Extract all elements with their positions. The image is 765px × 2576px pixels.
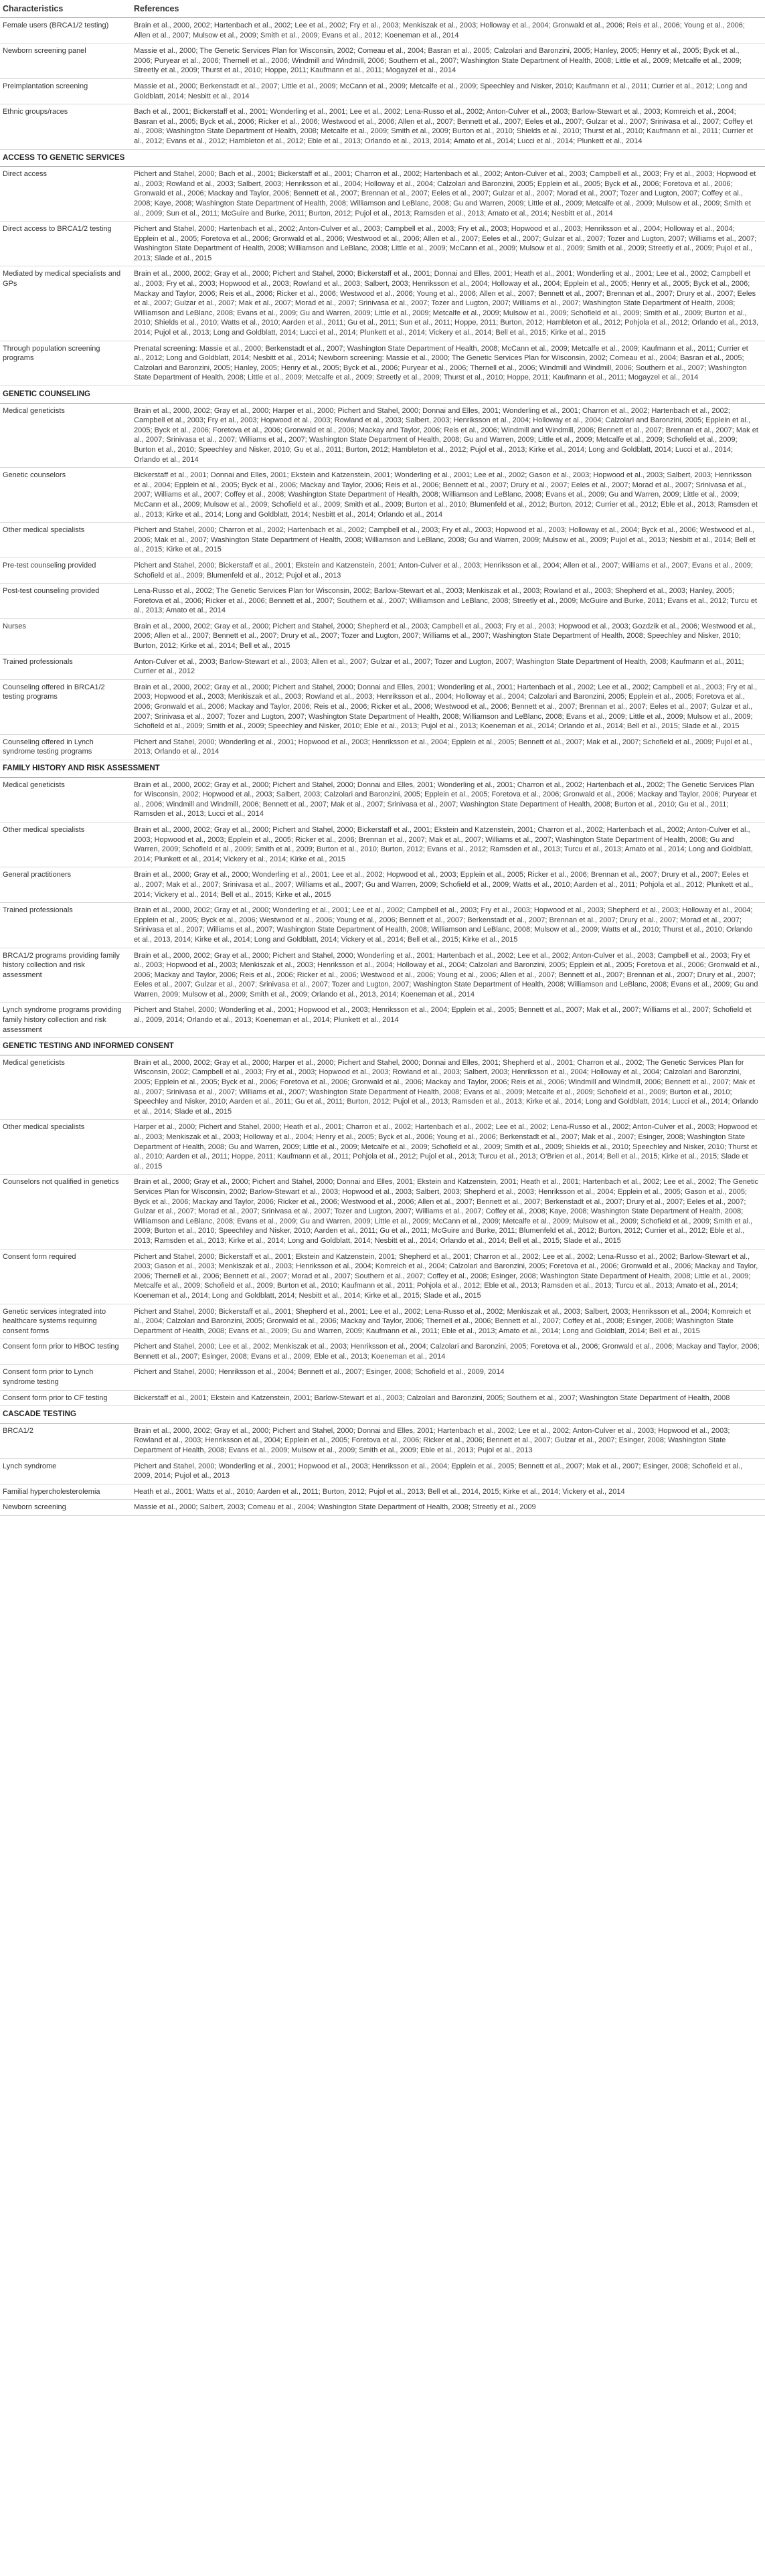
characteristic-cell: Consent form prior to Lynch syndrome testing [0, 1365, 131, 1390]
table-row [0, 222, 765, 266]
references-cell: Bickerstaff et al., 2001; Ekstein and Katzenstein, 2001; Barlow-Stewart et al., 2003; Calzolari and Baronzini, 2005; Southern et al., 2007; Washington State Department of Health, 2008 [131, 1390, 765, 1406]
table-row [0, 1249, 765, 1304]
table-row [0, 44, 765, 79]
table-row [0, 654, 765, 679]
table-row [0, 867, 765, 903]
section-header-row [0, 149, 765, 167]
characteristic-cell: Other medical specialists [0, 822, 131, 867]
characteristic-cell: Trained professionals [0, 654, 131, 679]
characteristic-cell: Mediated by medical specialists and GPs [0, 266, 131, 341]
references-cell: Brain et al., 2000, 2002; Gray et al., 2000; Pichert and Stahel, 2000; Donnai and Elles, 2001; Wonderling et al., 2001; Hartenbach et al., 2002; Lee et al., 2002; Campbell et al., 2003; Fry et al., 2003; Hopwood et al., 2003; Menkiszak et al., 2003; Rowland et al., 2003; Henriksson et al., 2004; Holloway et al., 2004; Calzolari and Baronzini, 2005; Epplein et al., 2005; Foretova et al., 2006; Gronwald et al., 2006; Mackay and Taylor, 2006; Reis et al., 2006; Ricker et al., 2006; Westwood et al., 2006; Bennett et al., 2007; Brennan et al., 2007; Eeles et al., 2007; Gulzar et al., 2007; Srinivasa et al., 2007; Tozer and Lugton, 2007; Washington State Department of Health, 2008; Williamson and LeBlanc, 2008; Evans et al., 2009; Little et al., 2009; Mulsow et al., 2009; Schofield et al., 2009; Smith et al., 2009; Speechley and Nisker, 2010; Eble et al., 2013; Pujol et al., 2013; Koeneman et al., 2014; Orlando et al., 2014; Bell et al., 2015; Slade et al., 2015 [131, 679, 765, 734]
characteristic-cell: Other medical specialists [0, 1120, 131, 1175]
characteristic-cell: Female users (BRCA1/2 testing) [0, 18, 131, 44]
table-row [0, 1003, 765, 1038]
characteristic-cell: Preimplantation screening [0, 78, 131, 104]
table-row [0, 1484, 765, 1500]
table-row [0, 822, 765, 867]
references-cell: Pichert and Stahel, 2000; Henriksson et al., 2004; Bennett et al., 2007; Esinger, 2008; Schofield et al., 2009, 2014 [131, 1365, 765, 1390]
references-cell: Pichert and Stahel, 2000; Hartenbach et al., 2002; Anton-Culver et al., 2003; Campbell et al., 2003; Fry et al., 2003; Hopwood et al., 2003; Henriksson et al., 2004; Holloway et al., 2004; Epplein et al., 2005; Foretova et al., 2006; Gronwald et al., 2006; Westwood et al., 2006; Allen et al., 2007; Eeles et al., 2007; Gulzar et al., 2007; Tozer and Lugton, 2007; Williams et al., 2007; Washington State Department of Health, 2008; Williamson and LeBlanc, 2008; Little et al., 2009; McCann et al., 2009; Mulsow et al., 2009; Smith et al., 2009; Streetly et al., 2009; Pujol et al., 2013; Slade et al., 2015 [131, 222, 765, 266]
characteristic-cell: Familial hypercholesterolemia [0, 1484, 131, 1500]
section-header-row [0, 386, 765, 404]
references-cell: Bach et al., 2001; Bickerstaff et al., 2001; Wonderling et al., 2001; Lee et al., 2002; Lena-Russo et al., 2002; Anton-Culver et al., 2003; Barlow-Stewart et al., 2003; Komreich et al., 2004; Basran et al., 2005; Byck et al., 2006; Ricker et al., 2006; Westwood et al., 2006; Allen et al., 2007; Bennett et al., 2007; Eeles et al., 2007; Gulzar et al., 2007; Srinivasa et al., 2007; Coffey et al., 2008; Washington State Department of Health, 2008; Metcalfe et al., 2009; Smith et al., 2009; Burton et al., 2010; Shields et al., 2010; Thurst et al., 2010; Kaufmann et al., 2011; Currier et al., 2012; Evans et al., 2012; Hambleton et al., 2012; Eble et al., 2013; Orlando et al., 2013, 2014; Amato et al., 2014; Lucci et al., 2014; Plunkett et al., 2014 [131, 104, 765, 149]
table-row [0, 948, 765, 1003]
characteristic-cell: Medical geneticists [0, 1055, 131, 1120]
table-row [0, 468, 765, 523]
table-row [0, 1304, 765, 1339]
references-cell: Pichert and Stahel, 2000; Bickerstaff et al., 2001; Ekstein and Katzenstein, 2001; Shepherd et al., 2001; Charron et al., 2002; Lee et al., 2002; Lena-Russo et al., 2002; Barlow-Stewart et al., 2003; Gason et al., 2003; Menkiszak et al., 2003; Henriksson et al., 2004; Komreich et al., 2004; Calzolari and Baronzini, 2005; Foretova et al., 2006; Gronwald et al., 2006; Mackay and Taylor, 2006; Thernell et al., 2006; Bennett et al., 2007; Morad et al., 2007; Southern et al., 2007; Coffey et al., 2008; Esinger, 2008; Washington State Department of Health, 2008; Little et al., 2009; Metcalfe et al., 2009; Schofield et al., 2009; Burton et al., 2010; Kaufmann et al., 2011; Pohjola et al., 2012; Eble et al., 2013; Ramsden et al., 2013; Turcu et al., 2013; Amato et al., 2014; Koeneman et al., 2014; Long and Goldblatt, 2014; Nesbitt et al., 2014; Kirke et al., 2015; Slade et al., 2015 [131, 1249, 765, 1304]
section-title: CASCADE TESTING [0, 1406, 765, 1424]
references-cell: Brain et al., 2000, 2002; Gray et al., 2000; Harper et al., 2000; Pichert and Stahel, 2000; Donnai and Elles, 2001; Shepherd et al., 2001; Charron et al., 2002; The Genetic Services Plan for Wisconsin, 2002; Campbell et al., 2003; Fry et al., 2003; Hopwood et al., 2003; Rowland et al., 2003; Salbert, 2003; Henriksson et al., 2004; Holloway et al., 2004; Calzolari and Baronzini, 2005; Epplein et al., 2005; Byck et al., 2006; Foretova et al., 2006; Gronwald et al., 2006; Mackay and Taylor, 2006; Reis et al., 2006; Windmill and Windmill, 2006; Bennett et al., 2007; Mak et al., 2007; Srinivasa et al., 2007; Williams et al., 2007; Washington State Department of Health, 2008; Evans et al., 2009; Metcalfe et al., 2009; Schofield et al., 2009; Burton et al., 2010; Speechley and Nisker, 2010; Aarden et al., 2011; Gu et al., 2011; Burton, 2012; Pujol et al., 2013; Ramsden et al., 2013; Kirke et al., 2014; Long and Goldblatt, 2014; Lucci et al., 2014; Orlando et al., 2014; Slade et al., 2015 [131, 1055, 765, 1120]
references-cell: Massie et al., 2000; Salbert, 2003; Comeau et al., 2004; Washington State Department of Health, 2008; Streetly et al., 2009 [131, 1500, 765, 1516]
references-cell: Harper et al., 2000; Pichert and Stahel, 2000; Heath et al., 2001; Charron et al., 2002; Hartenbach et al., 2002; Lee et al., 2002; Lena-Russo et al., 2002; Anton-Culver et al., 2003; Hopwood et al., 2003; Menkiszak et al., 2003; Holloway et al., 2004; Henry et al., 2005; Byck et al., 2006; Young et al., 2006; Berkenstadt et al., 2007; Mak et al., 2007; Esinger, 2008; Washington State Department of Health, 2008; Gu and Warren, 2009; Little et al., 2009; Metcalfe et al., 2009; Schofield et al., 2009; Smith et al., 2009; Shields et al., 2010; Speechley and Nisker, 2010; Thurst et al., 2010; Aarden et al., 2011; Hoppe, 2011; Kaufmann et al., 2011; Pohjola et al., 2012; Pujol et al., 2013; Turcu et al., 2013; O'Brien et al., 2014; Bell et al., 2015; Kirke et al., 2015; Slade et al., 2015 [131, 1120, 765, 1175]
section-header-row [0, 760, 765, 778]
references-cell: Pichert and Stahel, 2000; Wonderling et al., 2001; Hopwood et al., 2003; Henriksson et al., 2004; Epplein et al., 2005; Bennett et al., 2007; Mak et al., 2007; Schofield et al., 2009; Pujol et al., 2013; Orlando et al., 2014 [131, 734, 765, 760]
table-row [0, 523, 765, 558]
characteristic-cell: Ethnic groups/races [0, 104, 131, 149]
characteristic-cell: Through population screening programs [0, 341, 131, 385]
table-row [0, 1390, 765, 1406]
characteristic-cell: Consent form prior to HBOC testing [0, 1339, 131, 1365]
table-body [0, 18, 765, 1516]
references-cell: Brain et al., 2000, 2002; Gray et al., 2000; Pichert and Stahel, 2000; Bickerstaff et al., 2001; Donnai and Elles, 2001; Heath et al., 2001; Wonderling et al., 2001; Lee et al., 2002; Campbell et al., 2003; Fry et al., 2003; Hopwood et al., 2003; Rowland et al., 2003; Salbert, 2003; Henriksson et al., 2004; Holloway et al., 2004; Epplein et al., 2005; Henry et al., 2005; Byck et al., 2006; Mackay and Taylor, 2006; Reis et al., 2006; Ricker et al., 2006; Westwood et al., 2006; Young et al., 2006; Allen et al., 2007; Bennett et al., 2007; Brennan et al., 2007; Drury et al., 2007; Eeles et al., 2007; Gulzar et al., 2007; Mak et al., 2007; Morad et al., 2007; Srinivasa et al., 2007; Tozer and Lugton, 2007; Williams et al., 2007; Washington State Department of Health, 2008; Williamson and LeBlanc, 2008; Evans et al., 2009; Gu and Warren, 2009; Little et al., 2009; Metcalfe et al., 2009; Mulsow et al., 2009; Schofield et al., 2009; Smith et al., 2009; Burton et al., 2010; Shields et al., 2010; Watts et al., 2010; Aarden et al., 2011; Gu et al., 2011; Sun et al., 2011; Hoppe, 2011; Burton, 2012; Hambleton et al., 2012; Pohjola et al., 2012; Orlando et al., 2013, 2014; Pujol et al., 2013; Long and Goldblatt, 2014; Lucci et al., 2014; Plunkett et al., 2014; Vickery et al., 2014; Bell et al., 2015; Kirke et al., 2015 [131, 266, 765, 341]
characteristic-cell: Consent form prior to CF testing [0, 1390, 131, 1406]
table-row [0, 679, 765, 734]
characteristic-cell: Genetic services integrated into healthcare systems requiring consent forms [0, 1304, 131, 1339]
table-row [0, 1458, 765, 1484]
table-row [0, 618, 765, 654]
table-row [0, 104, 765, 149]
table-row [0, 1365, 765, 1390]
characteristic-cell: BRCA1/2 programs providing family history collection and risk assessment [0, 948, 131, 1003]
characteristic-cell: BRCA1/2 [0, 1423, 131, 1458]
references-cell: Lena-Russo et al., 2002; The Genetic Services Plan for Wisconsin, 2002; Barlow-Stewart et al., 2003; Menkiszak et al., 2003; Rowland et al., 2003; Shepherd et al., 2003; Hanley, 2005; Foretova et al., 2006; Ricker et al., 2006; Bennett et al., 2007; Southern et al., 2007; Williamson and LeBlanc, 2008; Streetly et al., 2009; McGuire and Burke, 2011; Evans et al., 2012; Turcu et al., 2013; Amato et al., 2014 [131, 584, 765, 619]
table-row [0, 584, 765, 619]
references-cell: Brain et al., 2000, 2002; Hartenbach et al., 2002; Lee et al., 2002; Fry et al., 2003; Menkiszak et al., 2003; Holloway et al., 2004; Gronwald et al., 2006; Reis et al., 2006; Young et al., 2006; Allen et al., 2007; Mulsow et al., 2009; Smith et al., 2009; Evans et al., 2012; Koeneman et al., 2014 [131, 18, 765, 44]
references-cell: Brain et al., 2000, 2002; Gray et al., 2000; Wonderling et al., 2001; Lee et al., 2002; Campbell et al., 2003; Fry et al., 2003; Hopwood et al., 2003; Shepherd et al., 2003; Holloway et al., 2004; Epplein et al., 2005; Byck et al., 2006; Westwood et al., 2006; Young et al., 2006; Bennett et al., 2007; Berkenstadt et al., 2007; Brennan et al., 2007; Drury et al., 2007; Morad et al., 2007; Srinivasa et al., 2007; Williams et al., 2007; Washington State Department of Health, 2008; Williamson and LeBlanc, 2008; Mulsow et al., 2009; Watts et al., 2010; Thurst et al., 2010; Orlando et al., 2013, 2014; Kirke et al., 2014; Long and Goldblatt, 2014; Vickery et al., 2014; Bell et al., 2015; Kirke et al., 2015 [131, 903, 765, 948]
references-cell: Brain et al., 2000, 2002; Gray et al., 2000; Pichert and Stahel, 2000; Donnai and Elles, 2001; Wonderling et al., 2001; Charron et al., 2002; Hartenbach et al., 2002; The Genetic Services Plan for Wisconsin, 2002; Hopwood et al., 2003; Salbert, 2003; Calzolari and Baronzini, 2005; Epplein et al., 2005; Foretova et al., 2006; Gronwald et al., 2006; Mackay and Taylor, 2006; Puryear et al., 2006; Windmill and Windmill, 2006; Bennett et al., 2007; Mak et al., 2007; Srinivasa et al., 2007; Washington State Department of Health, 2008; Burton et al., 2010; Gu et al., 2011; Ramsden et al., 2013; Lucci et al., 2014 [131, 777, 765, 822]
characteristic-cell: Genetic counselors [0, 468, 131, 523]
characteristic-cell: Lynch syndrome [0, 1458, 131, 1484]
table-row [0, 18, 765, 44]
characteristic-cell: General practitioners [0, 867, 131, 903]
characteristic-cell: Nurses [0, 618, 131, 654]
characteristic-cell: Newborn screening panel [0, 44, 131, 79]
table-row [0, 403, 765, 468]
characteristic-cell: Pre-test counseling provided [0, 557, 131, 583]
table-row [0, 341, 765, 385]
table-row [0, 1175, 765, 1249]
references-cell: Massie et al., 2000; The Genetic Services Plan for Wisconsin, 2002; Comeau et al., 2004; Basran et al., 2005; Calzolari and Baronzini, 2005; Hanley, 2005; Henry et al., 2005; Byck et al., 2006; Puryear et al., 2006; Thernell et al., 2006; Windmill and Windmill, 2006; Southern et al., 2007; Washington State Department of Health, 2008; Little et al., 2009; Metcalfe et al., 2009; Streetly et al., 2009; Thurst et al., 2010; Hoppe, 2011; Kaufmann et al., 2011; Mogayzel et al., 2014 [131, 44, 765, 79]
references-cell: Pichert and Stahel, 2000; Wonderling et al., 2001; Hopwood et al., 2003; Henriksson et al., 2004; Epplein et al., 2005; Bennett et al., 2007; Mak et al., 2007; Williams et al., 2007; Schofield et al., 2009, 2014; Orlando et al., 2013; Koeneman et al., 2014; Plunkett et al., 2014 [131, 1003, 765, 1038]
references-cell: Brain et al., 2000, 2002; Gray et al., 2000; Pichert and Stahel, 2000; Shepherd et al., 2003; Campbell et al., 2003; Fry et al., 2003; Hopwood et al., 2003; Gozdzik et al., 2006; Westwood et al., 2006; Allen et al., 2007; Bennett et al., 2007; Drury et al., 2007; Tozer and Lugton, 2007; Williams et al., 2007; Washington State Department of Health, 2008; Speechley and Nisker, 2010; Burton, 2012; Kirke et al., 2014; Bell et al., 2015 [131, 618, 765, 654]
references-cell: Brain et al., 2000, 2002; Gray et al., 2000; Harper et al., 2000; Pichert and Stahel, 2000; Donnai and Elles, 2001; Wonderling et al., 2001; Charron et al., 2002; Hartenbach et al., 2002; Campbell et al., 2003; Fry et al., 2003; Hopwood et al., 2003; Rowland et al., 2003; Salbert, 2003; Henriksson et al., 2004; Holloway et al., 2004; Calzolari and Baronzini, 2005; Epplein et al., 2005; Byck et al., 2006; Foretova et al., 2006; Gronwald et al., 2006; Mackay and Taylor, 2006; Reis et al., 2006; Windmill and Windmill, 2006; Bennett et al., 2007; Brennan et al., 2007; Mak et al., 2007; Srinivasa et al., 2007; Williams et al., 2007; Washington State Department of Health, 2008; Gu and Warren, 2009; Little et al., 2009; Metcalfe et al., 2009; Schofield et al., 2009; Burton et al., 2010; Speechley and Nisker, 2010; Gu et al., 2011; Burton, 2012; Hambleton et al., 2012; Pujol et al., 2013; Kirke et al., 2014; Long and Goldblatt, 2014; Lucci et al., 2014; Orlando et al., 2014 [131, 403, 765, 468]
references-cell: Brain et al., 2000, 2002; Gray et al., 2000; Pichert and Stahel, 2000; Bickerstaff et al., 2001; Ekstein and Katzenstein, 2001; Charron et al., 2002; Hartenbach et al., 2002; Anton-Culver et al., 2003; Hopwood et al., 2003; Epplein et al., 2005; Ricker et al., 2006; Brennan et al., 2007; Mak et al., 2007; Williams et al., 2007; Washington State Department of Health, 2008; Gu and Warren, 2009; Schofield et al., 2009; Smith et al., 2009; Burton et al., 2010; Burton, 2012; Evans et al., 2012; Ramsden et al., 2013; Turcu et al., 2013; Amato et al., 2014; Long and Goldblatt, 2014; Plunkett et al., 2014; Vickery et al., 2014; Kirke et al., 2015 [131, 822, 765, 867]
table-row [0, 903, 765, 948]
references-cell: Pichert and Stahel, 2000; Wonderling et al., 2001; Hopwood et al., 2003; Henriksson et al., 2004; Epplein et al., 2005; Bennett et al., 2007; Mak et al., 2007; Esinger, 2008; Schofield et al., 2009, 2014; Pujol et al., 2013 [131, 1458, 765, 1484]
table-row [0, 557, 765, 583]
references-cell: Pichert and Stahel, 2000; Bickerstaff et al., 2001; Ekstein and Katzenstein, 2001; Anton-Culver et al., 2003; Henriksson et al., 2004; Allen et al., 2007; Williams et al., 2007; Evans et al., 2009; Schofield et al., 2009; Blumenfeld et al., 2012; Pujol et al., 2013 [131, 557, 765, 583]
table-row [0, 777, 765, 822]
characteristics-column-header: Characteristics [0, 0, 131, 18]
table-header-row [0, 0, 765, 18]
section-header-row [0, 1406, 765, 1424]
table-row [0, 78, 765, 104]
table-row [0, 1423, 765, 1458]
characteristic-cell: Lynch syndrome programs providing family history collection and risk assessment [0, 1003, 131, 1038]
references-cell: Brain et al., 2000; Gray et al., 2000; Pichert and Stahel, 2000; Donnai and Elles, 2001; Ekstein and Katzenstein, 2001; Heath et al., 2001; Hartenbach et al., 2002; Lee et al., 2002; The Genetic Services Plan for Wisconsin, 2002; Barlow-Stewart et al., 2003; Hopwood et al., 2003; Salbert, 2003; Shepherd et al., 2003; Henriksson et al., 2004; Epplein et al., 2005; Gason et al., 2005; Byck et al., 2006; Mackay and Taylor, 2006; Ricker et al., 2006; Westwood et al., 2006; Allen et al., 2007; Bennett et al., 2007; Berkenstadt et al., 2007; Drury et al., 2007; Eeles et al., 2007; Gulzar et al., 2007; Morad et al., 2007; Srinivasa et al., 2007; Tozer and Lugton, 2007; Williams et al., 2007; Coffey et al., 2008; Kaye, 2008; Washington State Department of Health, 2008; Williamson and LeBlanc, 2008; Evans et al., 2009; Gu and Warren, 2009; Little et al., 2009; McCann et al., 2009; Metcalfe et al., 2009; Mulsow et al., 2009; Schofield et al., 2009; Smith et al., 2009; Burton et al., 2010; Speechley and Nisker, 2010; Aarden et al., 2011; Gu et al., 2011; McGuire and Burke, 2011; Blumenfeld et al., 2012; Burton, 2012; Currier et al., 2012; Eble et al., 2013; Ramsden et al., 2013; Kirke et al., 2014; Long and Goldblatt, 2014; Nesbitt et al., 2014; Orlando et al., 2014; Bell et al., 2015; Slade et al., 2015 [131, 1175, 765, 1249]
references-cell: Brain et al., 2000; Gray et al., 2000; Wonderling et al., 2001; Lee et al., 2002; Hopwood et al., 2003; Epplein et al., 2005; Ricker et al., 2006; Brennan et al., 2007; Drury et al., 2007; Eeles et al., 2007; Mak et al., 2007; Srinivasa et al., 2007; Williams et al., 2007; Gu and Warren, 2009; Schofield et al., 2009; Watts et al., 2010; Aarden et al., 2011; Pohjola et al., 2012; Plunkett et al., 2014; Vickery et al., 2014; Bell et al., 2015; Kirke et al., 2015 [131, 867, 765, 903]
table-row [0, 1500, 765, 1516]
characteristic-cell: Post-test counseling provided [0, 584, 131, 619]
table-row [0, 1055, 765, 1120]
section-title: GENETIC TESTING AND INFORMED CONSENT [0, 1038, 765, 1055]
characteristic-cell: Trained professionals [0, 903, 131, 948]
references-cell: Pichert and Stahel, 2000; Bach et al., 2001; Bickerstaff et al., 2001; Charron et al., 2002; Hartenbach et al., 2002; Anton-Culver et al., 2003; Campbell et al., 2003; Fry et al., 2003; Hopwood et al., 2003; Rowland et al., 2003; Salbert, 2003; Henriksson et al., 2004; Holloway et al., 2004; Calzolari and Baronzini, 2005; Epplein et al., 2005; Byck et al., 2006; Foretova et al., 2006; Gronwald et al., 2006; Mackay and Taylor, 2006; Bennett et al., 2007; Brennan et al., 2007; Eeles et al., 2007; Gulzar et al., 2007; Morad et al., 2007; Tozer and Lugton, 2007; Coffey et al., 2008; Kaye, 2008; Washington State Department of Health, 2008; Williamson and LeBlanc, 2008; Gu and Warren, 2009; Little et al., 2009; Metcalfe et al., 2009; Mulsow et al., 2009; Smith et al., 2009; Sun et al., 2011; McGuire and Burke, 2011; Burton, 2012; Pujol et al., 2013; Ramsden et al., 2013; Amato et al., 2014; Nesbitt et al., 2014 [131, 167, 765, 222]
references-cell: Pichert and Stahel, 2000; Charron et al., 2002; Hartenbach et al., 2002; Campbell et al., 2003; Fry et al., 2003; Hopwood et al., 2003; Holloway et al., 2004; Byck et al., 2006; Westwood et al., 2006; Mak et al., 2007; Washington State Department of Health, 2008; Williamson and LeBlanc, 2008; Gu and Warren, 2009; Mulsow et al., 2009; Pujol et al., 2013; Nesbitt et al., 2014; Bell et al., 2015; Kirke et al., 2015 [131, 523, 765, 558]
section-title: ACCESS TO GENETIC SERVICES [0, 149, 765, 167]
characteristic-cell: Other medical specialists [0, 523, 131, 558]
section-title: GENETIC COUNSELING [0, 386, 765, 404]
references-cell: Prenatal screening: Massie et al., 2000; Berkenstadt et al., 2007; Washington State Department of Health, 2008; McCann et al., 2009; Metcalfe et al., 2009; Kaufmann et al., 2011; Currier et al., 2012; Long and Goldblatt, 2014; Nesbitt et al., 2014; Newborn screening: Massie et al., 2000; The Genetic Services Plan for Wisconsin, 2002; Comeau et al., 2004; Basran et al., 2005; Calzolari and Baronzini, 2005; Hanley, 2005; Henry et al., 2005; Byck et al., 2006; Puryear et al., 2006; Thernell et al., 2006; Windmill and Windmill, 2006; Southern et al., 2007; Washington State Department of Health, 2008; Little et al., 2009; Metcalfe et al., 2009; Streetly et al., 2009; Thurst et al., 2010; Hoppe, 2011; Kaufmann et al., 2011; Mogayzel et al., 2014 [131, 341, 765, 385]
references-cell: Pichert and Stahel, 2000; Bickerstaff et al., 2001; Shepherd et al., 2001; Lee et al., 2002; Lena-Russo et al., 2002; Menkiszak et al., 2003; Salbert, 2003; Henriksson et al., 2004; Komreich et al., 2004; Calzolari and Baronzini, 2005; Gronwald et al., 2006; Mackay and Taylor, 2006; Thernell et al., 2006; Bennett et al., 2007; Coffey et al., 2008; Esinger, 2008; Washington State Department of Health, 2008; Evans et al., 2009; Gu and Warren, 2009; Kaufmann et al., 2011; Eble et al., 2013; Amato et al., 2014; Long and Goldblatt, 2014; Bell et al., 2015 [131, 1304, 765, 1339]
table-row [0, 734, 765, 760]
references-cell: Brain et al., 2000, 2002; Gray et al., 2000; Pichert and Stahel, 2000; Donnai and Elles, 2001; Hartenbach et al., 2002; Lee et al., 2002; Anton-Culver et al., 2003; Hopwood et al., 2003; Rowland et al., 2003; Henriksson et al., 2004; Epplein et al., 2005; Foretova et al., 2006; Ricker et al., 2006; Bennett et al., 2007; Gulzar et al., 2007; Esinger, 2008; Washington State Department of Health, 2008; Evans et al., 2009; Mulsow et al., 2009; Smith et al., 2009; Eble et al., 2013; Pujol et al., 2013 [131, 1423, 765, 1458]
references-column-header: References [131, 0, 765, 18]
references-cell: Pichert and Stahel, 2000; Lee et al., 2002; Menkiszak et al., 2003; Henriksson et al., 2004; Calzolari and Baronzini, 2005; Foretova et al., 2006; Gronwald et al., 2006; Mackay and Taylor, 2006; Bennett et al., 2007; Esinger, 2008; Evans et al., 2009; Eble et al., 2013; Koeneman et al., 2014 [131, 1339, 765, 1365]
table-row [0, 1120, 765, 1175]
characteristic-cell: Medical geneticists [0, 777, 131, 822]
characteristic-cell: Consent form required [0, 1249, 131, 1304]
table-row [0, 167, 765, 222]
table-row [0, 266, 765, 341]
characteristic-cell: Medical geneticists [0, 403, 131, 468]
references-cell: Heath et al., 2001; Watts et al., 2010; Aarden et al., 2011; Burton, 2012; Pujol et al., 2013; Bell et al., 2014, 2015; Kirke et al., 2014; Vickery et al., 2014 [131, 1484, 765, 1500]
references-cell: Anton-Culver et al., 2003; Barlow-Stewart et al., 2003; Allen et al., 2007; Gulzar et al., 2007; Tozer and Lugton, 2007; Washington State Department of Health, 2008; Kaufmann et al., 2011; Currier et al., 2012 [131, 654, 765, 679]
characteristic-cell: Direct access to BRCA1/2 testing [0, 222, 131, 266]
characteristic-cell: Counseling offered in BRCA1/2 testing programs [0, 679, 131, 734]
table-row [0, 1339, 765, 1365]
section-header-row [0, 1038, 765, 1055]
characteristic-cell: Counselors not qualified in genetics [0, 1175, 131, 1249]
characteristic-cell: Newborn screening [0, 1500, 131, 1516]
section-title: FAMILY HISTORY AND RISK ASSESSMENT [0, 760, 765, 778]
characteristic-cell: Counseling offered in Lynch syndrome testing programs [0, 734, 131, 760]
references-cell: Massie et al., 2000; Berkenstadt et al., 2007; Little et al., 2009; McCann et al., 2009; Metcalfe et al., 2009; Speechley and Nisker, 2010; Kaufmann et al., 2011; Currier et al., 2012; Long and Goldblatt, 2014; Nesbitt et al., 2014 [131, 78, 765, 104]
characteristic-cell: Direct access [0, 167, 131, 222]
references-cell: Bickerstaff et al., 2001; Donnai and Elles, 2001; Ekstein and Katzenstein, 2001; Wonderling et al., 2001; Lee et al., 2002; Gason et al., 2003; Hopwood et al., 2003; Salbert, 2003; Henriksson et al., 2004; Epplein et al., 2005; Byck et al., 2006; Mackay and Taylor, 2006; Reis et al., 2006; Bennett et al., 2007; Drury et al., 2007; Eeles et al., 2007; Morad et al., 2007; Srinivasa et al., 2007; Williams et al., 2007; Coffey et al., 2008; Washington State Department of Health, 2008; Williamson and LeBlanc, 2008; Evans et al., 2009; Gu and Warren, 2009; Little et al., 2009; McCann et al., 2009; Mulsow et al., 2009; Schofield et al., 2009; Smith et al., 2009; Burton et al., 2010; Blumenfeld et al., 2012; Burton, 2012; Currier et al., 2012; Eble et al., 2013; Ramsden et al., 2013; Kirke et al., 2014; Long and Goldblatt, 2014; Nesbitt et al., 2014; Orlando et al., 2014 [131, 468, 765, 523]
references-cell: Brain et al., 2000, 2002; Gray et al., 2000; Pichert and Stahel, 2000; Wonderling et al., 2001; Hartenbach et al., 2002; Lee et al., 2002; Anton-Culver et al., 2003; Campbell et al., 2003; Fry et al., 2003; Hopwood et al., 2003; Menkiszak et al., 2003; Henriksson et al., 2004; Holloway et al., 2004; Calzolari and Baronzini, 2005; Epplein et al., 2005; Foretova et al., 2006; Gronwald et al., 2006; Mackay and Taylor, 2006; Reis et al., 2006; Ricker et al., 2006; Westwood et al., 2006; Young et al., 2006; Allen et al., 2007; Bennett et al., 2007; Brennan et al., 2007; Drury et al., 2007; Eeles et al., 2007; Gulzar et al., 2007; Srinivasa et al., 2007; Tozer and Lugton, 2007; Washington State Department of Health, 2008; Williamson and LeBlanc, 2008; Evans et al., 2009; Gu and Warren, 2009; Mulsow et al., 2009; Smith et al., 2009; Orlando et al., 2013, 2014; Koeneman et al., 2014 [131, 948, 765, 1003]
